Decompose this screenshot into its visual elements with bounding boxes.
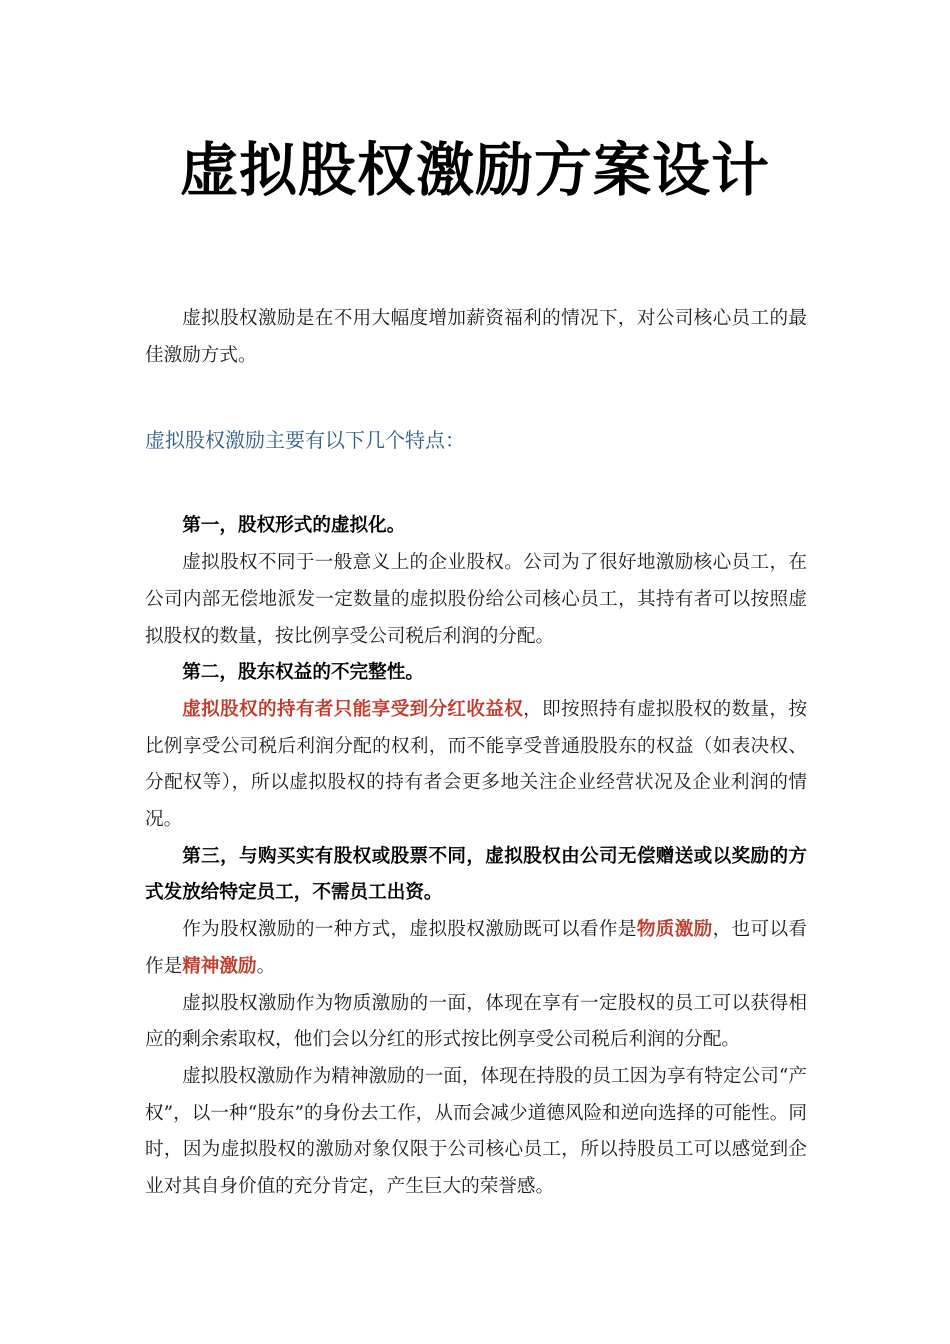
point-three-title: 第三，与购买实有股权或股票不同，虚拟股权由公司无偿赠送或以奖励的方式发放给特定员工，不需员工出资。 [145,845,807,904]
incentive-types-paragraph [145,912,807,985]
document-body [145,301,807,1206]
text-run: ，也可以看作是 [145,919,807,977]
spacer [145,458,807,508]
spiritual-incentive-highlight: 精神激励 [182,955,257,977]
text-run: 。 [256,955,276,977]
point-two-title: 第二，股东权益的不完整性。 [182,662,424,684]
spacer [145,374,807,422]
point-two-body [145,692,807,839]
spiritual-aspect-paragraph: 虚拟股权激励作为精神激励的一面，体现在持股的员工因为享有特定公司“产权”，以一种“股东”的身份去工作，从而会减少道德风险和逆向选择的可能性。同时，因为虚拟股权的激励对象仅限于公司核心员工，所以持股员工可以感觉到企业对其自身价值的充分肯定，产生巨大的荣誉感。 [145,1065,807,1198]
material-aspect-paragraph: 虚拟股权激励作为物质激励的一面，体现在享有一定股权的员工可以获得相应的剩余索取权，他们会以分红的形式按比例享受公司税后利润的分配。 [145,992,807,1051]
intro-paragraph: 虚拟股权激励是在不用大幅度增加薪资福利的情况下，对公司核心员工的最佳激励方式。 [145,308,807,366]
section-heading: 虚拟股权激励主要有以下几个特点： [145,428,465,453]
document-title: 虚拟股权激励方案设计 [179,136,770,204]
material-incentive-highlight: 物质激励 [636,919,713,941]
point-two-highlight: 虚拟股权的持有者只能享受到分红收益权 [182,698,524,720]
point-two-rest: ，即按照持有虚拟股权的数量，按比例享受公司税后利润分配的权利，而不能享受普通股股东的权益（如表决权、分配权等），所以虚拟股权的持有者会更多地关注企业经营状况及企业利润的情况。 [145,698,807,831]
text-run: 作为股权激励的一种方式，虚拟股权激励既可以看作是 [182,919,637,941]
point-one-body: 虚拟股权不同于一般意义上的企业股权。公司为了很好地激励核心员工，在公司内部无偿地派发一定数量的虚拟股份给公司核心员工，其持有者可以按照虚拟股权的数量，按比例享受公司税后利润的分配。 [145,552,807,647]
point-one-title: 第一，股权形式的虚拟化。 [182,515,406,537]
